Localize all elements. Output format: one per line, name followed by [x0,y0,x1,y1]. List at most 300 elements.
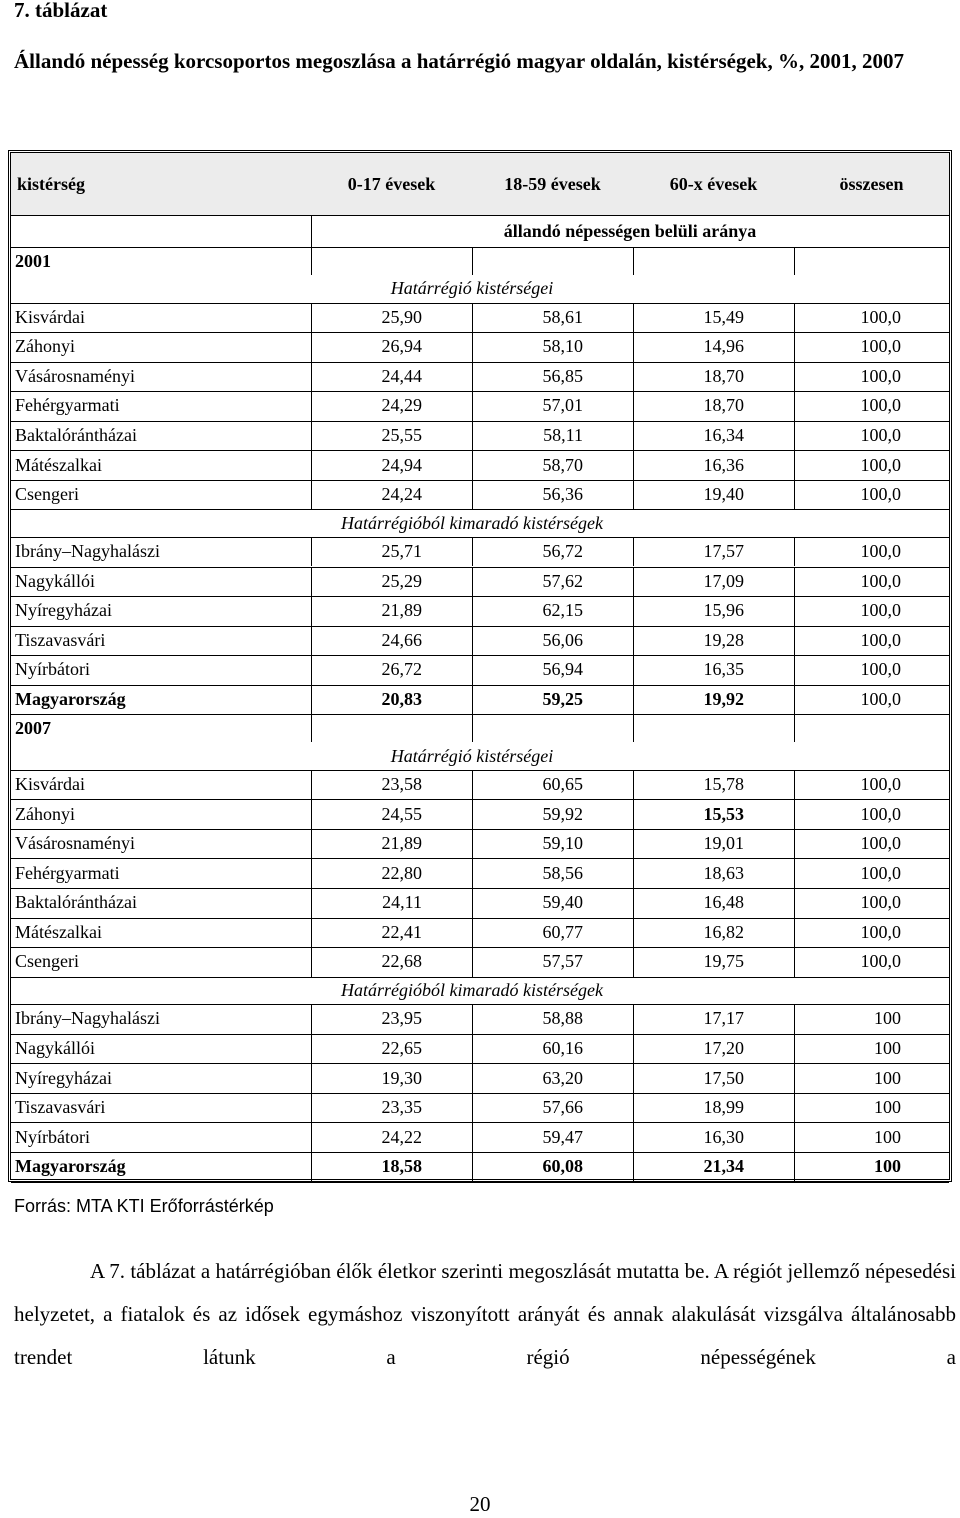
row-label: Kisvárdai [15,774,85,795]
column-divider [794,685,795,715]
column-divider [794,537,795,567]
row-divider [11,391,949,392]
row-divider [11,858,949,859]
column-divider [472,537,473,567]
column-divider [472,655,473,685]
group-label-row [11,977,949,1005]
value-cell: 60,65 [542,774,583,795]
column-divider [794,1063,795,1093]
value-cell: 24,66 [381,629,422,650]
column-divider [633,770,634,800]
value-cell: 100 [874,1008,901,1029]
value-cell: 17,20 [703,1038,744,1059]
value-cell: 100,0 [860,862,901,883]
row-label: Záhonyi [15,803,75,824]
value-cell: 62,15 [542,600,583,621]
column-divider [794,450,795,480]
value-cell: 16,82 [703,921,744,942]
column-divider [794,799,795,829]
row-divider [11,1063,949,1064]
value-cell: 100,0 [860,365,901,386]
total-value: 100 [874,1156,901,1177]
row-divider [11,1122,949,1123]
column-divider [472,888,473,918]
column-divider [472,480,473,510]
column-divider [633,1152,634,1182]
value-cell: 15,53 [703,803,744,824]
row-divider [11,421,949,422]
value-cell: 19,40 [703,484,744,505]
column-divider [794,567,795,597]
table-row [11,770,949,800]
table-row [11,655,949,685]
value-cell: 58,88 [542,1008,583,1029]
value-cell: 21,89 [381,833,422,854]
subheader-row [11,215,949,247]
value-cell: 16,34 [703,425,744,446]
column-divider [311,655,312,685]
column-divider [472,567,473,597]
value-cell: 22,80 [381,862,422,883]
row-label: Vásárosnaményi [15,833,135,854]
row-divider [11,1034,949,1035]
column-divider [311,714,312,742]
table-row [11,537,949,567]
value-cell: 22,65 [381,1038,422,1059]
row-divider [11,596,949,597]
value-cell: 100,0 [860,570,901,591]
column-divider [311,215,312,247]
row-label: Mátészalkai [15,921,102,942]
value-cell: 15,96 [703,600,744,621]
row-label: Kisvárdai [15,306,85,327]
column-divider [311,567,312,597]
table-row [11,480,949,510]
column-divider [472,685,473,715]
column-divider [794,1004,795,1034]
value-cell: 58,70 [542,454,583,475]
row-divider [11,1182,949,1183]
column-divider [633,480,634,510]
column-divider [633,918,634,948]
table-row [11,1034,949,1064]
row-divider [11,888,949,889]
row-divider [11,1152,949,1153]
column-divider [633,888,634,918]
value-cell: 25,71 [381,541,422,562]
value-cell: 100,0 [860,833,901,854]
table-header-row [11,153,949,215]
table-row [11,858,949,888]
source-note: Forrás: MTA KTI Erőforrástérkép [14,1196,274,1216]
row-divider [11,480,949,481]
column-divider [472,770,473,800]
column-divider [472,1093,473,1123]
value-cell: 56,36 [542,484,583,505]
column-divider [633,1122,634,1152]
column-divider [472,626,473,656]
column-divider [633,247,634,275]
column-divider [472,1034,473,1064]
column-divider [472,918,473,948]
value-cell: 23,95 [381,1008,422,1029]
row-label: Nyírbátori [15,659,90,680]
column-divider [311,450,312,480]
column-divider [472,391,473,421]
total-value: 19,92 [703,688,744,709]
column-divider [311,829,312,859]
value-cell: 18,70 [703,365,744,386]
row-label: Csengeri [15,484,79,505]
column-header-60-x: 60-x évesek [669,173,758,194]
row-divider [11,1004,949,1005]
value-cell: 18,63 [703,862,744,883]
column-divider [311,537,312,567]
value-cell: 19,75 [703,951,744,972]
column-divider [794,947,795,977]
row-label: Nyíregyházai [15,1067,112,1088]
table-row [11,1004,949,1034]
column-divider [794,1152,795,1182]
row-label: Baktalórántházai [15,892,137,913]
column-divider [311,1004,312,1034]
value-cell: 59,40 [542,892,583,913]
table-row [11,567,949,597]
value-cell: 100 [874,1097,901,1118]
year-row [11,714,949,742]
page-number: 20 [469,1492,491,1516]
total-label: Magyarország [15,1156,126,1177]
column-divider [794,829,795,859]
table-label: 7. táblázat [14,0,108,22]
value-cell: 24,44 [381,365,422,386]
value-cell: 60,16 [542,1038,583,1059]
row-label: Vásárosnaményi [15,365,135,386]
value-cell: 100,0 [860,951,901,972]
column-header-0-17: 0-17 évesek [347,173,436,194]
value-cell: 16,30 [703,1126,744,1147]
total-value: 21,34 [703,1156,744,1177]
column-divider [311,1034,312,1064]
column-divider [633,1034,634,1064]
column-divider [311,391,312,421]
table-row [11,1063,949,1093]
column-divider [633,391,634,421]
value-cell: 57,66 [542,1097,583,1118]
column-divider [311,421,312,451]
value-cell: 100,0 [860,454,901,475]
value-cell: 21,89 [381,600,422,621]
column-divider [794,332,795,362]
value-cell: 24,29 [381,395,422,416]
row-divider [11,332,949,333]
row-label: Nyírbátori [15,1126,90,1147]
row-divider [11,626,949,627]
table-row [11,947,949,977]
row-divider [11,247,949,248]
value-cell: 100,0 [860,774,901,795]
value-cell: 100,0 [860,921,901,942]
value-cell: 63,20 [542,1067,583,1088]
column-divider [311,247,312,275]
value-cell: 100,0 [860,629,901,650]
row-label: Nagykállói [15,1038,95,1059]
column-divider [472,596,473,626]
value-cell: 26,72 [381,659,422,680]
column-divider [311,1152,312,1182]
body-paragraph: A 7. táblázat a határrégióban élők életkor szerinti megoszlását mutatta be. A régiót jellemző népesedési helyzetet, a fiatalok és az idősek egymáshoz viszonyított arányát és annak alakulását vizsgálva általánosabb trendet látunk a régió népességének a [14,1259,956,1369]
row-label: Tiszavasvári [15,629,106,650]
value-cell: 100,0 [860,803,901,824]
table-row [11,918,949,948]
column-divider [794,1093,795,1123]
table-row [11,421,949,451]
column-divider [472,1004,473,1034]
value-cell: 57,57 [542,951,583,972]
column-divider [633,362,634,392]
column-divider [794,858,795,888]
total-value: 60,08 [542,1156,583,1177]
row-divider [11,799,949,800]
value-cell: 59,92 [542,803,583,824]
column-header-osszesen: összesen [839,173,904,194]
value-cell: 100,0 [860,892,901,913]
value-cell: 24,22 [381,1126,422,1147]
value-cell: 56,85 [542,365,583,386]
column-divider [633,685,634,715]
column-header-18-59: 18-59 évesek [504,173,601,194]
value-cell: 59,47 [542,1126,583,1147]
value-cell: 24,11 [382,892,422,913]
table-row [11,332,949,362]
value-cell: 100,0 [860,306,901,327]
column-divider [794,596,795,626]
column-divider [794,888,795,918]
column-divider [472,332,473,362]
year-row [11,247,949,275]
value-cell: 59,10 [542,833,583,854]
column-divider [311,362,312,392]
column-divider [794,421,795,451]
year-label: 2007 [15,717,51,738]
column-divider [472,303,473,333]
value-cell: 56,06 [542,629,583,650]
column-divider [633,799,634,829]
table-title: Állandó népesség korcsoportos megoszlása a határrégió magyar oldalán, kistérségek, %, 2001, 2007 [14,49,904,73]
row-label: Záhonyi [15,336,75,357]
column-divider [472,1152,473,1182]
row-divider [11,714,949,715]
value-cell: 16,36 [703,454,744,475]
value-cell: 15,49 [703,306,744,327]
column-divider [472,947,473,977]
value-cell: 17,57 [703,541,744,562]
value-cell: 58,61 [542,306,583,327]
column-divider [794,247,795,275]
value-cell: 19,28 [703,629,744,650]
value-cell: 25,29 [381,570,422,591]
value-cell: 17,17 [703,1008,744,1029]
column-divider [472,829,473,859]
row-label: Ibrány–Nagyhalászi [15,1008,160,1029]
column-divider [633,1004,634,1034]
column-divider [311,918,312,948]
column-divider [311,799,312,829]
data-table [8,150,952,1182]
table-row [11,303,949,333]
row-divider [11,655,949,656]
table-row [11,391,949,421]
column-divider [472,714,473,742]
column-divider [633,626,634,656]
value-cell: 58,56 [542,862,583,883]
value-cell: 24,24 [381,484,422,505]
group-label: Határrégió kistérségei [390,278,554,299]
column-divider [472,858,473,888]
subheader-label: állandó népességen belüli aránya [503,220,757,241]
column-header-kisterseg: kistérség [17,173,85,194]
column-divider [794,480,795,510]
value-cell: 56,94 [542,659,583,680]
table-row [11,799,949,829]
row-label: Fehérgyarmati [15,395,120,416]
group-label: Határrégióból kimaradó kistérségek [341,979,603,1000]
value-cell: 17,50 [703,1067,744,1088]
group-label-row [11,742,949,770]
value-cell: 23,58 [381,774,422,795]
column-divider [633,1093,634,1123]
table-row [11,888,949,918]
value-cell: 100,0 [860,425,901,446]
value-cell: 18,70 [703,395,744,416]
row-divider [11,770,949,771]
group-label-row [11,275,949,303]
row-divider [11,537,949,538]
row-divider [11,362,949,363]
table-row [11,362,949,392]
value-cell: 16,35 [703,659,744,680]
value-cell: 100 [874,1038,901,1059]
value-cell: 15,78 [703,774,744,795]
total-value: 18,58 [381,1156,422,1177]
column-divider [633,421,634,451]
column-divider [633,655,634,685]
row-divider [11,450,949,451]
value-cell: 25,90 [381,306,422,327]
value-cell: 22,41 [381,921,422,942]
total-value: 20,83 [381,688,422,709]
column-divider [472,362,473,392]
table-row [11,1093,949,1123]
column-divider [311,685,312,715]
column-divider [633,332,634,362]
value-cell: 100,0 [860,484,901,505]
table-row [11,596,949,626]
value-cell: 56,72 [542,541,583,562]
value-cell: 100 [874,1067,901,1088]
value-cell: 58,10 [542,336,583,357]
column-divider [794,391,795,421]
row-label: Csengeri [15,951,79,972]
row-label: Ibrány–Nagyhalászi [15,541,160,562]
column-divider [311,888,312,918]
value-cell: 24,55 [381,803,422,824]
column-divider [633,537,634,567]
value-cell: 57,01 [542,395,583,416]
column-divider [472,450,473,480]
column-divider [472,1063,473,1093]
column-divider [633,1063,634,1093]
total-row [11,685,949,715]
column-divider [633,567,634,597]
total-value: 100,0 [860,688,901,709]
column-divider [311,770,312,800]
column-divider [311,1122,312,1152]
total-value: 59,25 [542,688,583,709]
column-divider [794,655,795,685]
group-label: Határrégió kistérségei [390,745,554,766]
value-cell: 100,0 [860,600,901,621]
value-cell: 100 [874,1126,901,1147]
column-divider [472,247,473,275]
value-cell: 23,35 [381,1097,422,1118]
value-cell: 22,68 [381,951,422,972]
row-divider [11,829,949,830]
column-divider [311,332,312,362]
column-divider [311,626,312,656]
column-divider [311,1063,312,1093]
column-divider [794,770,795,800]
column-divider [311,480,312,510]
column-divider [311,1093,312,1123]
table-row [11,450,949,480]
row-divider [11,918,949,919]
row-divider [11,685,949,686]
row-label: Fehérgyarmati [15,862,120,883]
table-row [11,626,949,656]
row-label: Mátészalkai [15,454,102,475]
column-divider [472,799,473,829]
value-cell: 57,62 [542,570,583,591]
column-divider [794,1034,795,1064]
column-divider [794,918,795,948]
column-divider [794,1122,795,1152]
value-cell: 24,94 [381,454,422,475]
total-row [11,1152,949,1182]
value-cell: 100,0 [860,336,901,357]
column-divider [472,1122,473,1152]
column-divider [633,450,634,480]
row-divider [11,303,949,304]
column-divider [472,421,473,451]
row-divider [11,567,949,568]
column-divider [794,303,795,333]
value-cell: 58,11 [543,425,583,446]
value-cell: 25,55 [381,425,422,446]
value-cell: 18,99 [703,1097,744,1118]
row-label: Nyíregyházai [15,600,112,621]
column-divider [633,303,634,333]
value-cell: 100,0 [860,395,901,416]
column-divider [633,596,634,626]
value-cell: 19,01 [703,833,744,854]
column-divider [633,947,634,977]
group-label: Határrégióból kimaradó kistérségek [341,512,603,533]
column-divider [794,362,795,392]
column-divider [633,714,634,742]
column-divider [794,714,795,742]
column-divider [311,596,312,626]
